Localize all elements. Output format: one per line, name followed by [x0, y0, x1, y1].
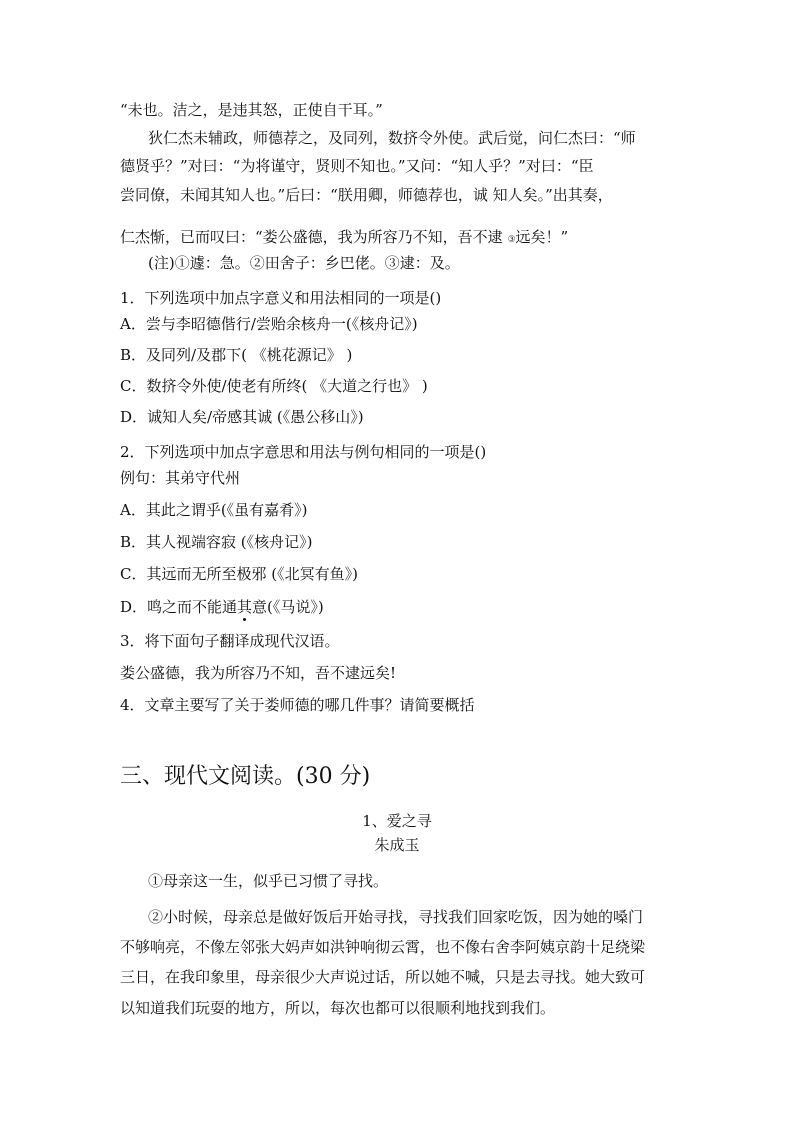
question-1-option-b: B．及同列/及郡下( 《桃花源记》 ) — [120, 346, 353, 364]
footnote: (注)①遽：急。②田舍子：乡巴佬。③逮：及。 — [148, 254, 460, 272]
question-2-option-a: A．其此之谓乎(《虽有嘉肴》) — [120, 501, 308, 519]
footnote-marker: ③ — [507, 235, 516, 245]
paragraph-2-line-2: 不够响亮，不像左邻张大妈声如洪钟响彻云霄，也不像右舍李阿姨京韵十足绕梁 — [120, 938, 646, 956]
section-heading: 三、现代文阅读。(30 分) — [120, 764, 371, 789]
option-d-source: 意(《马说》) — [252, 598, 324, 616]
question-2-option-d — [120, 597, 324, 617]
paragraph-2-line-3: 三日，在我印象里，母亲很少大声说过话，所以她不喊，只是去寻找。她大致可 — [120, 968, 646, 986]
option-d-text: D．鸣之而不能通 — [120, 598, 238, 616]
question-2-example: 例句：其弟守代州 — [120, 469, 241, 487]
question-3: 3．将下面句子翻译成现代汉语。 — [120, 632, 340, 650]
question-3-sentence: 娄公盛德，我为所容乃不知，吾不逮远矣! — [120, 664, 397, 682]
classical-line-5-text: 仁杰惭，已而叹曰：“娄公盛德，我为所容乃不知，吾不逮 — [120, 228, 508, 246]
classical-line-1: “未也。洁之，是违其怒，正使自干耳。” — [120, 101, 383, 119]
question-2-option-c: C．其远而无所至极邪 (《北冥有鱼》) — [120, 565, 358, 583]
dotted-character: 其 — [237, 598, 253, 616]
question-4: 4．文章主要写了关于娄师德的哪几件事？请简要概括 — [120, 696, 475, 714]
paragraph-1: ①母亲这一生，似乎已习惯了寻找。 — [148, 872, 389, 890]
classical-line-2: 狄仁杰未辅政，师德荐之，及同列，数挤令外使。武后觉，问仁杰曰：“师 — [148, 129, 636, 147]
question-2-option-b: B．其人视端容寂 (《核舟记》) — [120, 533, 313, 551]
classical-line-5-end: 远矣！” — [515, 228, 569, 246]
question-1-option-c: C．数挤令外使/使老有所终( 《大道之行也》 ) — [120, 377, 428, 395]
article-author: 朱成玉 — [374, 836, 420, 854]
paragraph-2-line-1: ②小时候，母亲总是做好饭后开始寻找，寻找我们回家吃饭，因为她的嗓门 — [148, 908, 644, 926]
article-title: 1、爱之寻 — [362, 812, 432, 830]
question-2: 2．下列选项中加点字意思和用法与例句相同的一项是() — [120, 443, 487, 461]
question-1: 1．下列选项中加点字意义和用法相同的一项是() — [120, 289, 442, 307]
question-1-option-d: D．诚知人矣/帝感其诚 (《愚公移山》) — [120, 408, 364, 426]
classical-line-5 — [120, 227, 568, 250]
classical-line-3: 德贤乎？”对曰：“为将谨守，贤则不知也。”又问：“知人乎？”对曰：“臣 — [120, 157, 594, 175]
paragraph-2-line-4: 以知道我们玩耍的地方，所以，每次也都可以很顺利地找到我们。 — [120, 999, 556, 1017]
classical-line-4: 尝同僚，未闻其知人也。”后曰：“朕用卿，师德荐也，诚 知人矣。”出其奏， — [120, 186, 613, 204]
question-1-option-a: A．尝与李昭德偕行/尝贻余核舟一(《核舟记》) — [120, 315, 418, 333]
